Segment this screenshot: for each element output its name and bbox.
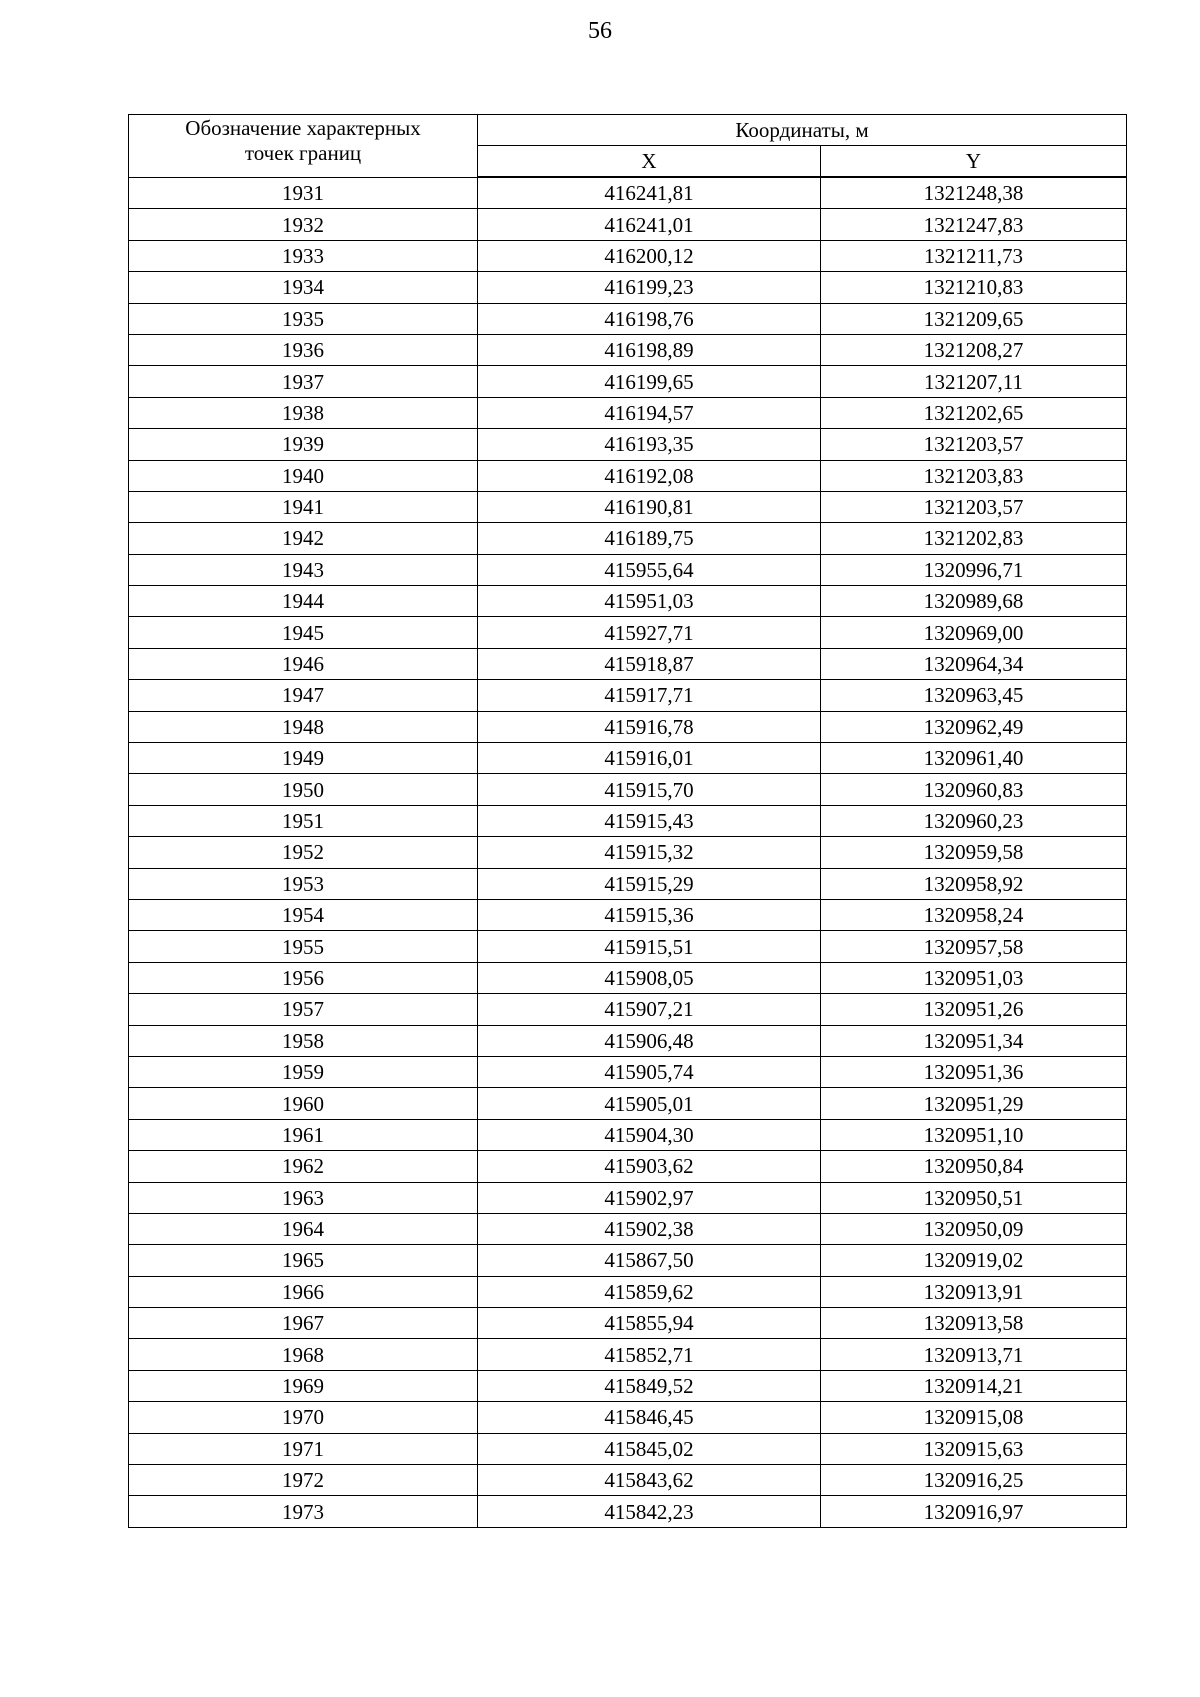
cell-point-id: 1952 [129,837,478,868]
coordinates-table-container [128,114,1127,1528]
cell-y: 1320915,63 [821,1433,1127,1464]
cell-x: 416190,81 [478,491,821,522]
table-row [129,491,1127,522]
cell-point-id: 1943 [129,554,478,585]
cell-x: 416199,65 [478,366,821,397]
cell-point-id: 1973 [129,1496,478,1527]
cell-point-id: 1931 [129,177,478,209]
table-row [129,366,1127,397]
cell-x: 415842,23 [478,1496,821,1527]
cell-y: 1320916,25 [821,1465,1127,1496]
cell-x: 415905,74 [478,1056,821,1087]
cell-y: 1320916,97 [821,1496,1127,1527]
cell-point-id: 1948 [129,711,478,742]
cell-x: 415908,05 [478,962,821,993]
cell-point-id: 1941 [129,491,478,522]
cell-point-id: 1964 [129,1213,478,1244]
cell-y: 1321203,83 [821,460,1127,491]
cell-x: 415902,38 [478,1213,821,1244]
cell-point-id: 1972 [129,1465,478,1496]
table-row [129,429,1127,460]
cell-y: 1320964,34 [821,648,1127,679]
cell-x: 415902,97 [478,1182,821,1213]
table-row [129,1276,1127,1307]
cell-x: 415927,71 [478,617,821,648]
cell-y: 1320919,02 [821,1245,1127,1276]
cell-x: 415915,32 [478,837,821,868]
cell-y: 1320969,00 [821,617,1127,648]
cell-y: 1321202,65 [821,397,1127,428]
cell-point-id: 1942 [129,523,478,554]
cell-point-id: 1938 [129,397,478,428]
table-row [129,1119,1127,1150]
cell-point-id: 1945 [129,617,478,648]
table-row [129,1245,1127,1276]
cell-x: 415855,94 [478,1308,821,1339]
table-row [129,805,1127,836]
cell-x: 416198,76 [478,303,821,334]
cell-x: 415915,43 [478,805,821,836]
cell-point-id: 1946 [129,648,478,679]
cell-point-id: 1955 [129,931,478,962]
table-row [129,1465,1127,1496]
cell-point-id: 1969 [129,1370,478,1401]
cell-point-id: 1934 [129,272,478,303]
cell-y: 1320962,49 [821,711,1127,742]
cell-x: 416199,23 [478,272,821,303]
cell-point-id: 1950 [129,774,478,805]
cell-x: 415846,45 [478,1402,821,1433]
cell-x: 416241,81 [478,177,821,209]
cell-x: 415907,21 [478,994,821,1025]
header-point-designation-line1: Обозначение характерных [185,116,421,140]
cell-y: 1320951,03 [821,962,1127,993]
cell-x: 415915,36 [478,899,821,930]
table-row [129,868,1127,899]
table-row [129,837,1127,868]
cell-x: 415915,51 [478,931,821,962]
cell-y: 1320996,71 [821,554,1127,585]
table-row [129,523,1127,554]
table-row [129,586,1127,617]
cell-y: 1320958,92 [821,868,1127,899]
cell-x: 415903,62 [478,1151,821,1182]
cell-y: 1320957,58 [821,931,1127,962]
table-row [129,1025,1127,1056]
cell-point-id: 1959 [129,1056,478,1087]
header-y: Y [821,146,1127,178]
table-row [129,334,1127,365]
cell-point-id: 1961 [129,1119,478,1150]
table-row [129,1088,1127,1119]
cell-point-id: 1944 [129,586,478,617]
cell-x: 415905,01 [478,1088,821,1119]
cell-y: 1321247,83 [821,209,1127,240]
table-row [129,272,1127,303]
cell-x: 415904,30 [478,1119,821,1150]
cell-y: 1321208,27 [821,334,1127,365]
table-row [129,617,1127,648]
cell-y: 1321210,83 [821,272,1127,303]
cell-y: 1320963,45 [821,680,1127,711]
cell-y: 1320913,58 [821,1308,1127,1339]
cell-y: 1321203,57 [821,429,1127,460]
cell-point-id: 1957 [129,994,478,1025]
table-row [129,240,1127,271]
cell-x: 415867,50 [478,1245,821,1276]
table-row [129,209,1127,240]
cell-point-id: 1951 [129,805,478,836]
cell-x: 415906,48 [478,1025,821,1056]
cell-x: 415916,78 [478,711,821,742]
cell-x: 415843,62 [478,1465,821,1496]
table-row [129,899,1127,930]
cell-x: 416192,08 [478,460,821,491]
cell-x: 415915,70 [478,774,821,805]
table-row [129,554,1127,585]
table-row [129,303,1127,334]
table-row [129,994,1127,1025]
cell-x: 415918,87 [478,648,821,679]
cell-point-id: 1971 [129,1433,478,1464]
cell-point-id: 1940 [129,460,478,491]
cell-point-id: 1967 [129,1308,478,1339]
table-row [129,1151,1127,1182]
header-point-designation [129,115,478,178]
cell-point-id: 1932 [129,209,478,240]
cell-point-id: 1968 [129,1339,478,1370]
cell-point-id: 1970 [129,1402,478,1433]
table-row [129,1402,1127,1433]
table-row [129,1496,1127,1527]
cell-y: 1320961,40 [821,743,1127,774]
table-row [129,1213,1127,1244]
cell-y: 1320959,58 [821,837,1127,868]
table-row [129,1339,1127,1370]
cell-y: 1320951,10 [821,1119,1127,1150]
header-row-main [129,115,1127,146]
cell-x: 415955,64 [478,554,821,585]
cell-point-id: 1935 [129,303,478,334]
cell-point-id: 1956 [129,962,478,993]
header-point-designation-line2: точек границ [244,141,362,165]
cell-y: 1320914,21 [821,1370,1127,1401]
table-row [129,1370,1127,1401]
cell-point-id: 1936 [129,334,478,365]
table-row [129,931,1127,962]
cell-x: 415917,71 [478,680,821,711]
cell-point-id: 1965 [129,1245,478,1276]
cell-x: 415951,03 [478,586,821,617]
cell-y: 1321248,38 [821,177,1127,209]
cell-y: 1320950,09 [821,1213,1127,1244]
table-header [129,115,1127,178]
cell-y: 1320960,23 [821,805,1127,836]
table-body [129,177,1127,1527]
table-row [129,177,1127,209]
cell-y: 1321211,73 [821,240,1127,271]
cell-x: 415845,02 [478,1433,821,1464]
table-row [129,648,1127,679]
cell-y: 1320950,51 [821,1182,1127,1213]
cell-point-id: 1939 [129,429,478,460]
table-row [129,711,1127,742]
table-row [129,1056,1127,1087]
cell-point-id: 1933 [129,240,478,271]
cell-point-id: 1960 [129,1088,478,1119]
cell-y: 1320950,84 [821,1151,1127,1182]
header-coordinates: Координаты, м [478,115,1127,146]
cell-x: 416193,35 [478,429,821,460]
cell-y: 1321209,65 [821,303,1127,334]
cell-x: 415916,01 [478,743,821,774]
cell-y: 1321203,57 [821,491,1127,522]
table-row [129,1433,1127,1464]
table-row [129,743,1127,774]
cell-x: 416194,57 [478,397,821,428]
table-row [129,1182,1127,1213]
cell-x: 415852,71 [478,1339,821,1370]
cell-y: 1320951,34 [821,1025,1127,1056]
cell-y: 1320951,36 [821,1056,1127,1087]
cell-point-id: 1958 [129,1025,478,1056]
cell-y: 1320958,24 [821,899,1127,930]
cell-point-id: 1954 [129,899,478,930]
cell-point-id: 1963 [129,1182,478,1213]
cell-y: 1320913,91 [821,1276,1127,1307]
header-x: X [478,146,821,178]
cell-y: 1320913,71 [821,1339,1127,1370]
cell-x: 416241,01 [478,209,821,240]
cell-y: 1320951,26 [821,994,1127,1025]
cell-point-id: 1966 [129,1276,478,1307]
cell-x: 415849,52 [478,1370,821,1401]
page-number: 56 [588,18,612,44]
table-row [129,1308,1127,1339]
cell-y: 1320960,83 [821,774,1127,805]
cell-x: 416189,75 [478,523,821,554]
table-row [129,962,1127,993]
cell-x: 415859,62 [478,1276,821,1307]
cell-x: 415915,29 [478,868,821,899]
cell-point-id: 1953 [129,868,478,899]
cell-point-id: 1937 [129,366,478,397]
cell-point-id: 1949 [129,743,478,774]
cell-x: 416198,89 [478,334,821,365]
table-row [129,774,1127,805]
cell-x: 416200,12 [478,240,821,271]
coordinates-table [128,114,1127,1528]
cell-point-id: 1947 [129,680,478,711]
cell-y: 1320951,29 [821,1088,1127,1119]
table-row [129,460,1127,491]
cell-y: 1320989,68 [821,586,1127,617]
table-row [129,680,1127,711]
cell-y: 1321202,83 [821,523,1127,554]
cell-point-id: 1962 [129,1151,478,1182]
cell-y: 1320915,08 [821,1402,1127,1433]
table-row [129,397,1127,428]
cell-y: 1321207,11 [821,366,1127,397]
